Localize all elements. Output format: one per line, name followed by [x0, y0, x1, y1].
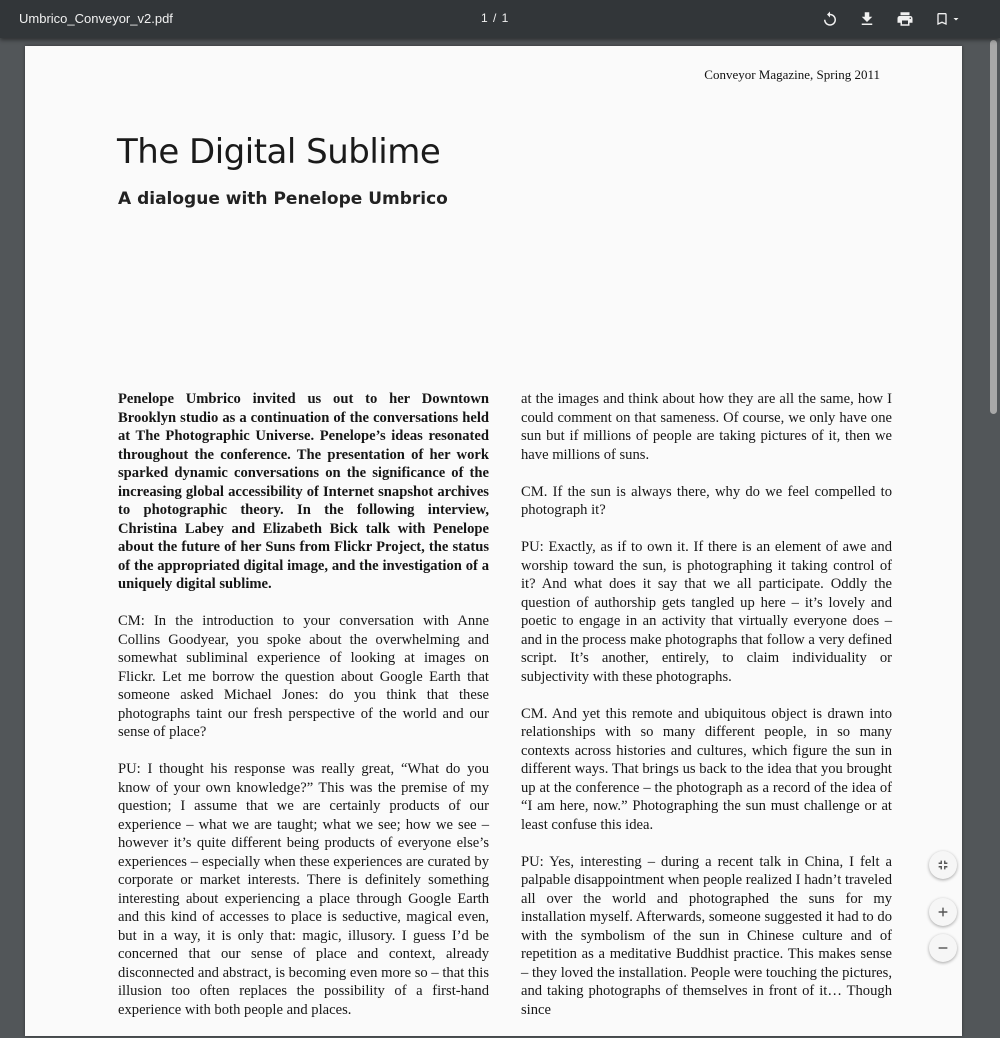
issue-line: Conveyor Magazine, Spring 2011 — [704, 67, 880, 82]
paragraph: PU: Exactly, as if to own it. If there is an element of awe and worship toward the sun, is photographing it taking control of it? And what does it say that we all participate. Oddly the question of authorship gets tangled up here – it’s lovely and poetic to engage in an activity that virtually everyone does – and in the process make photographs that follow a very defined script. It’s another, entirely, to claim individuality or subjectivity with these photographs. — [521, 539, 892, 685]
viewer-toolbar — [0, 0, 1000, 38]
bookmark-icon — [934, 11, 950, 27]
print-icon — [896, 10, 914, 28]
paragraph: PU: I thought his response was really great, “What do you know of your own knowledge?” This was the premise of my question; I assume that we are certainly products of our experience – what we are taught; what we see; how we see – however it’s quite different being products of everyone else’s experiences – especially when these experiences are curated by corporate or market interests. There is definitely something interesting about experiencing a place through Google Earth and this kind of accesses to place is seductive, magical even, but in a way, it is only that: magic, illusory. I guess I’d be concerned that our sense of place and context, already disconnected and abstract, is becoming even more so – that this illusion too often replaces the possibility of a first-hand experience with both people and places. — [118, 761, 489, 1018]
intro-paragraph: Penelope Umbrico invited us out to her Downtown Brooklyn studio as a continuation of the conversations held at The Photographic Universe. Penelope’s ideas resonated throughout the conference. The presentation of her work sparked dynamic conversations on the significance of the increasing global accessibility of Internet snapshot archives to photographic theory. In the following interview, Christina Labey and Elizabeth Bick talk with Penelope about the future of her Suns from Flickr Project, the status of the appropriated digital image, and the investigation of a uniquely digital sublime. — [118, 391, 489, 592]
paragraph: PU: Yes, interesting – during a recent talk in China, I felt a palpable disappointment when people realized I hadn’t traveled all over the world and photographed the suns for my installation myself. Afterwards, someone suggested it had to do with the symbolism of the sun in Chinese culture and of repetition as a meditative Buddhist practice. This makes sense – they loved the installation. People were touching the pictures, and taking photographs of themselves in front of it… Though since — [521, 853, 892, 1018]
bookmark-menu-button[interactable] — [934, 9, 962, 29]
paragraph: CM: In the introduction to your conversation with Anne Collins Goodyear, you spoke about the overwhelming and somewhat subliminal experience of looking at images on Flickr. Let me borrow the question about Google Earth that someone asked Michael Jones: do you think that these photographs taint our fresh perspective of the world and our sense of place? — [118, 613, 489, 740]
print-button[interactable] — [895, 9, 915, 29]
paragraph: CM. And yet this remote and ubiquitous object is drawn into relationships with so many different people, in so many contexts across histories and cultures, which figure the sun in different ways. That brings us back to the idea that you brought up at the conference – the photograph as a record of the idea of “I am here, now.” Photographing the sun must challenge or at least confuse this idea. — [521, 705, 892, 833]
article-subtitle: A dialogue with Penelope Umbrico — [118, 189, 448, 209]
fit-page-icon — [936, 858, 950, 872]
paragraph: CM. If the sun is always there, why do we feel compelled to photograph it? — [521, 483, 892, 518]
pdf-page — [25, 46, 962, 1036]
chevron-down-icon — [950, 13, 962, 25]
download-button[interactable] — [857, 9, 877, 29]
paragraph: at the images and think about how they are all the same, how I could comment on that sameness. Of course, we only have one sun but if millions of people are taking pictures of it, then we have millions of suns. — [521, 391, 892, 463]
zoom-out-icon — [936, 941, 950, 955]
zoom-in-icon — [936, 905, 950, 919]
text-column-left — [118, 390, 489, 1038]
page-indicator[interactable]: 1 / 1 — [481, 11, 510, 25]
scrollbar-thumb[interactable] — [990, 40, 997, 414]
fit-page-button[interactable] — [929, 851, 957, 879]
vertical-scrollbar[interactable] — [988, 38, 1000, 1000]
rotate-button[interactable] — [820, 9, 840, 29]
rotate-icon — [821, 10, 839, 28]
download-icon — [858, 10, 876, 28]
text-column-right — [521, 390, 892, 1038]
document-title: Umbrico_Conveyor_v2.pdf — [19, 11, 173, 26]
zoom-in-button[interactable] — [929, 898, 957, 926]
zoom-out-button[interactable] — [929, 934, 957, 962]
article-title: The Digital Sublime — [117, 132, 441, 172]
